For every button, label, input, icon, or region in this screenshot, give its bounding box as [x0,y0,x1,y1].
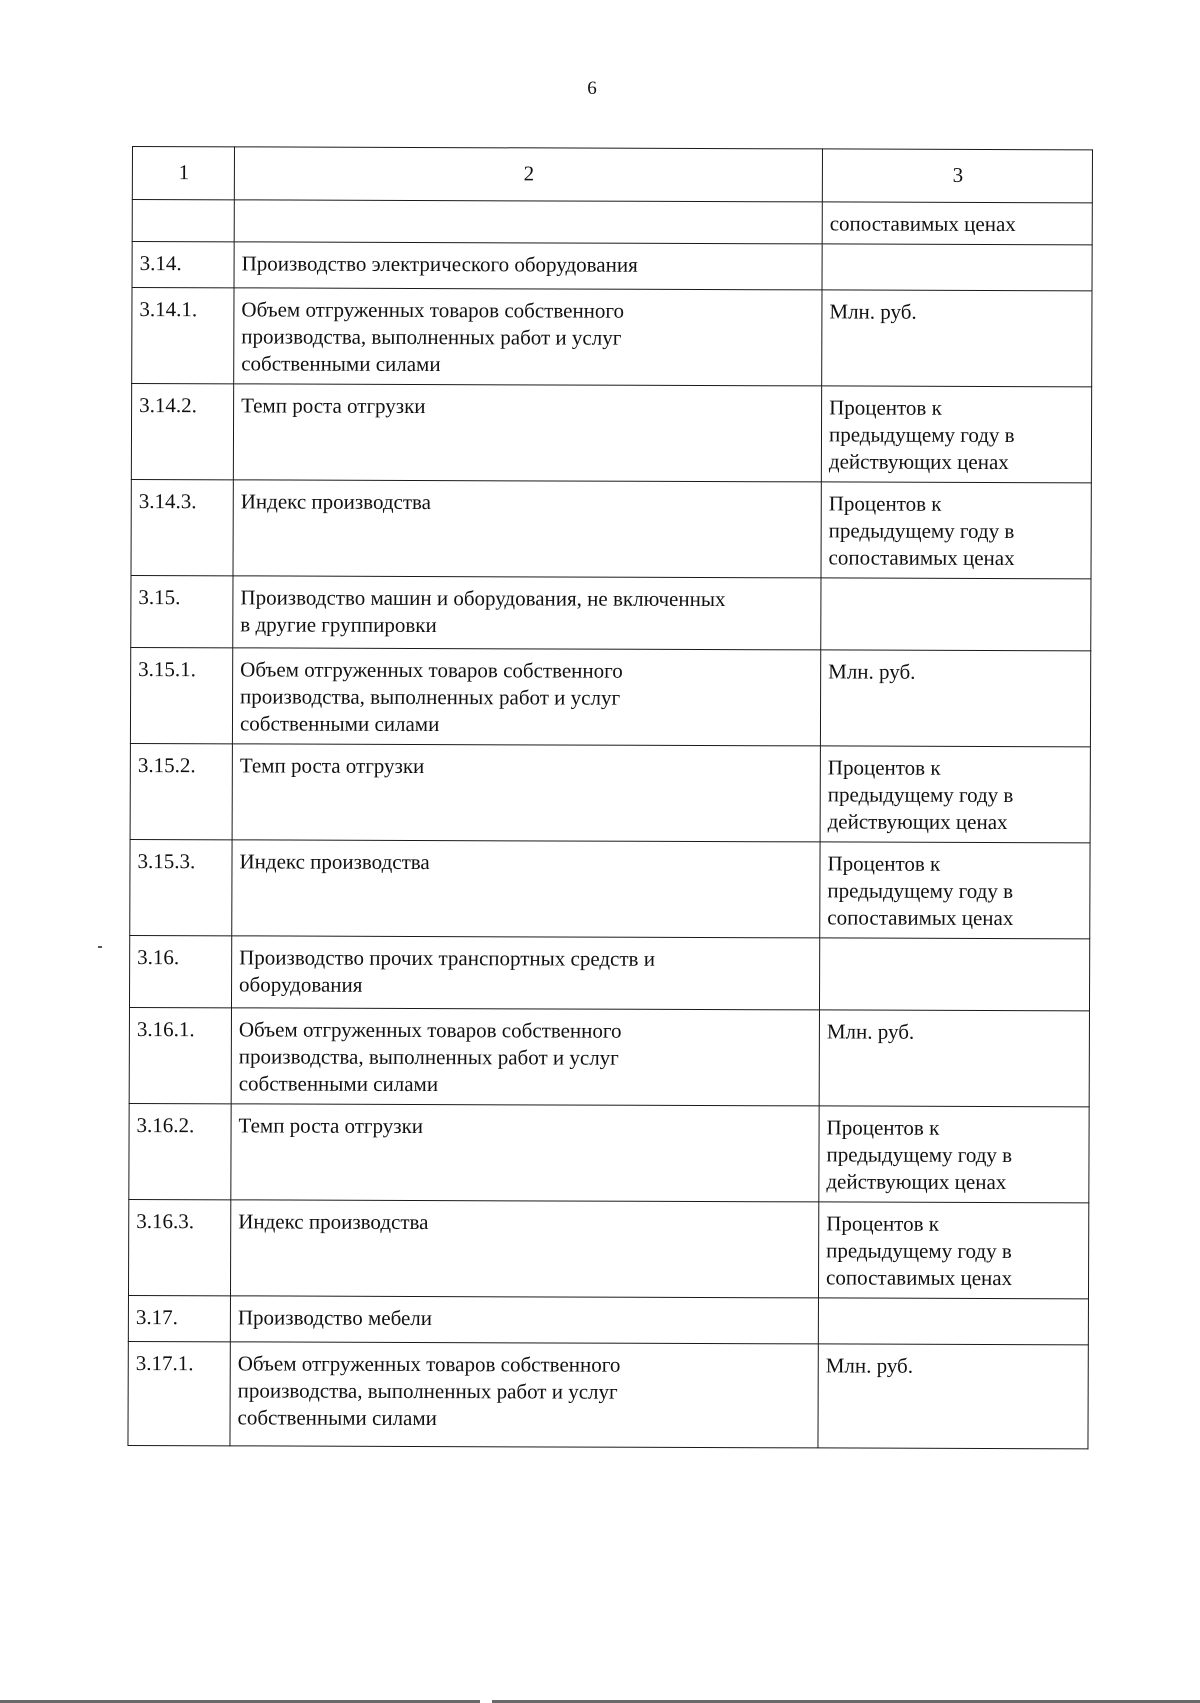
table-row [128,1341,1088,1448]
indicator-name-cell: Объем отгруженных товаров собственного производства, выполненных работ и услуг собственными силами [234,288,822,386]
unit-cell: сопоставимых ценах [822,202,1092,245]
unit-cell: Млн. руб. [818,1344,1088,1449]
column-header-1: 1 [132,147,234,200]
column-header-2: 2 [234,147,822,202]
table-row [131,384,1091,483]
table-row [128,1295,1088,1344]
scan-speck [98,946,102,948]
indicator-name-cell: Темп роста отгрузки [233,384,821,482]
table-row [129,1007,1089,1106]
row-number-cell: 3.16.1. [129,1007,231,1103]
row-number-cell: 3.15.1. [130,647,232,743]
row-number-cell: 3.15.3. [130,839,232,935]
row-number-cell: 3.16. [129,935,231,1007]
table-row [129,1103,1089,1202]
table-row [129,935,1089,1010]
unit-cell [822,244,1092,291]
unit-cell: Процентов к предыдущему году в действующих ценах [821,386,1091,483]
row-number-cell: 3.14.2. [131,384,233,480]
unit-cell: Млн. руб. [819,1010,1089,1107]
unit-cell: Млн. руб. [820,650,1090,747]
row-number-cell: 3.17.1. [128,1341,230,1445]
row-number-cell [132,200,234,242]
indicator-name-cell: Объем отгруженных товаров собственного производства, выполненных работ и услуг собственными силами [232,648,820,746]
unit-cell [818,1298,1088,1345]
unit-cell: Процентов к предыдущему году в действующих ценах [819,1106,1089,1203]
unit-cell: Млн. руб. [822,290,1092,387]
row-number-cell: 3.15. [131,575,233,647]
indicator-name-cell: Производство прочих транспортных средств и оборудования [231,936,819,1010]
table-row [130,743,1090,842]
row-number-cell: 3.14.1. [132,288,234,384]
unit-cell: Процентов к предыдущему году в сопоставимых ценах [821,482,1091,579]
row-number-cell: 3.16.2. [129,1103,231,1199]
indicator-name-cell: Объем отгруженных товаров собственного производства, выполненных работ и услуг собственными силами [230,1342,818,1448]
column-header-3: 3 [822,149,1092,203]
unit-cell: Процентов к предыдущему году в сопоставимых ценах [818,1202,1088,1299]
indicator-name-cell: Темп роста отгрузки [231,1104,819,1202]
page-number: 6 [587,78,597,99]
indicator-name-cell: Производство машин и оборудования, не включенных в другие группировки [233,576,821,650]
row-number-cell: 3.16.3. [128,1199,230,1295]
table-row [132,200,1092,245]
unit-cell [819,938,1089,1011]
indicator-name-cell: Объем отгруженных товаров собственного производства, выполненных работ и услуг собственными силами [231,1008,819,1106]
row-number-cell: 3.14.3. [131,479,233,575]
row-number-cell: 3.15.2. [130,743,232,839]
table-row [130,839,1090,938]
table-row [132,242,1092,291]
table-body [128,200,1092,1449]
unit-cell: Процентов к предыдущему году в сопоставимых ценах [820,842,1090,939]
indicators-table [127,146,1093,1449]
unit-cell: Процентов к предыдущему году в действующих ценах [820,746,1090,843]
indicator-name-cell: Индекс производства [230,1200,818,1298]
table-row [130,647,1090,746]
indicator-name-cell: Производство электрического оборудования [234,242,822,290]
indicator-name-cell: Индекс производства [232,840,820,938]
row-number-cell: 3.14. [132,242,234,288]
indicator-name-cell [234,200,822,244]
table-row [132,288,1092,387]
table-row [131,479,1091,578]
table-header-row [132,147,1092,203]
indicator-name-cell: Темп роста отгрузки [232,744,820,842]
indicator-name-cell: Индекс производства [233,480,821,578]
table-row [128,1199,1088,1298]
unit-cell [821,578,1091,651]
table-row [131,575,1091,650]
indicator-name-cell: Производство мебели [230,1296,818,1344]
row-number-cell: 3.17. [128,1295,230,1341]
